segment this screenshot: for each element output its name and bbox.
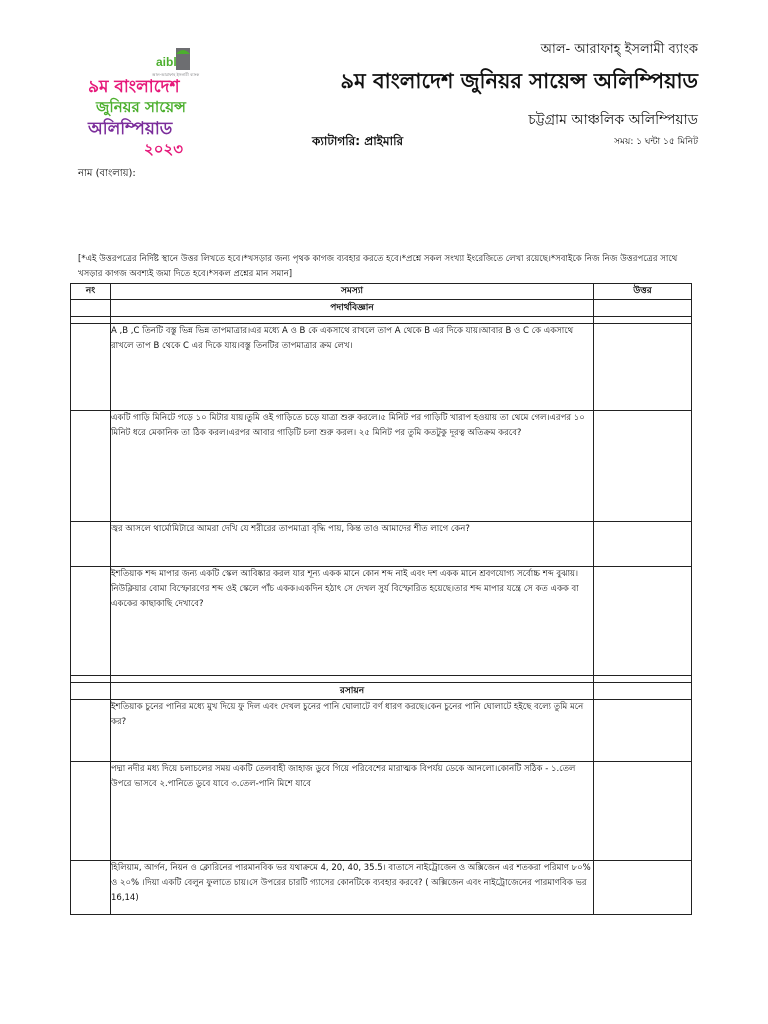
table-row [71,762,692,861]
section-spacer [71,317,692,324]
region-name: চট্টগ্রাম আঞ্চলিক অলিম্পিয়াড [528,112,698,128]
question-text: পদ্মা নদীর মধ্য দিয়ে চলাচলের সময় একটি তেলবাহী জাহাজ ডুবে গিয়ে পরিবেশের মারাত্মক বিপর্যয় ডেকে আনলো।কোনটি সঠিক - ১.তেল উপরে ভাসবে ২.পানিতে ডুবে যাবে ৩.তেল-পানি মিশে যাবে [111,762,594,861]
logo-line-3: অলিম্পিয়াড [88,119,173,139]
question-table [70,283,692,915]
table-row [71,522,692,567]
section-row-physics [71,300,692,317]
question-text: A ,B ,C তিনটি বস্তু ভিন্ন ভিন্ন তাপমাত্রার।এর মধ্যে A ও B কে একসাথে রাখলে তাপ A থেকে B এর দিকে যায়।আবার B ও C কে একসাথে রাখলে তাপ B থেকে C এর দিকে যায়।বস্তু তিনটির তাপমাত্রার ক্রম লেখ। [111,324,594,411]
question-text: ইশতিয়াক চুনের পানির মধ্যে মুখ দিয়ে ফু দিল এবং দেখল চুনের পানি ঘোলাটে বর্ণ ধারণ করছে।কেন চুনের পানি ঘোলাটে হইছে বল্যে তুমি মনে কর? [111,700,594,762]
section-answer-cell [594,683,692,700]
answer-cell[interactable] [594,567,692,676]
question-text: একটি গাড়ি মিনিটে গড়ে ১০ মিটার যায়।তুমি ওই গাড়িতে চড়ে যাত্রা শুরু করলে।৫ মিনিট পর গাড়িটি খারাপ হওয়ায় তা থেমে গেল।এরপর ১০ মিনিট ধরে মেকানিক তা ঠিক করল।এরপর আবার গাড়িটি চলা শুরু করল। ২৫ মিনিট পর তুমি কতটুকু দূরত্ব অতিক্রম করবে? [111,411,594,522]
section-number-cell [71,300,111,317]
table-row [71,700,692,762]
logo-line-2: জুনিয়র সায়েন্স [96,98,186,116]
question-text: জ্বর আসলে থার্মোমিটারে আমরা দেখি যে শরীরের তাপমাত্রা বৃদ্ধি পায়, কিন্ত তাও আমাদের শীত লাগে কেন? [111,522,594,567]
aibl-text: aibl [156,55,177,69]
logo-year: ২০২৩ [144,140,184,158]
header-answer: উত্তর [594,284,692,300]
question-number-cell [71,411,111,522]
aibl-subtext: আল-আরাফাহ ইসলামী ব্যাংক [152,72,200,77]
section-title-physics: পদার্থবিজ্ঞান [111,300,594,317]
answer-cell[interactable] [594,700,692,762]
category-label: ক্যাটাগরি: প্রাইমারি [312,134,404,148]
answer-cell[interactable] [594,324,692,411]
question-number-cell [71,324,111,411]
question-text: ইশতিয়াক শব্দ মাপার জন্য একটি স্কেল আবিষ্কার করল যার শূন্য একক মানে কোন শব্দ নাই এবং দশ একক মানে শ্রবণযোগ্য সর্বোচ্চ শব্দ বুঝায়।নিউক্লিয়ার বোমা বিস্ফোরণের শব্দ ওই স্কেলে পাঁচ একক।একদিন হঠাৎ সে দেখল সুর্য বিস্ফোরিত হয়েছে।তার শব্দ মাপার যন্ত্রে সে কত একক বা এককের কাছাকাছি দেখাবে? [111,567,594,676]
question-text: হিলিয়াম, আর্গন, নিয়ন ও ক্লোরিনের পারমানবিক ভর যথাক্রমে 4, 20, 40, 35.5। বাতাসে নাইট্রোজেন ও অক্সিজেন এর শতকরা পরিমাণ ৮০% ও ২০% ।দিয়া একটি বেলুন ফুলাতে চায়।সে উপরের চারটি গ্যাসের কোনটিকে ব্যবহার করবে? ( অক্সিজেন এবং নাইট্রোজেনের পারমাণবিক ভর 16,14) [111,861,594,915]
table-row [71,411,692,522]
answer-cell[interactable] [594,411,692,522]
header-number: নং [71,284,111,300]
question-number-cell [71,522,111,567]
table-row [71,567,692,676]
name-field-label: নাম (বাংলায়): [78,168,136,179]
question-number-cell [71,762,111,861]
section-spacer [71,676,692,683]
olympiad-logo [86,46,212,158]
table-row [71,324,692,411]
exam-duration: সময়: ১ ঘন্টা ১৫ মিনিট [614,137,698,147]
sponsor-name: আল- আরাফাহ্ ইসলামী ব্যাংক [540,42,698,57]
answer-cell[interactable] [594,861,692,915]
header-problem: সমস্যা [111,284,594,300]
exam-instructions: [*এই উত্তরপত্রের নির্দিষ্ট স্থানে উত্তর লিখতে হবে।*খসড়ার জন্য পৃথক কাগজ ব্যবহার করতে হবে।*প্রশ্নে সকল সংখ্যা ইংরেজিতে লেখা রয়েছে।*সবাইকে নিজ নিজ উত্তরপত্রের সাথে খসড়ার কাগজ অবশ্যই জমা দিতে হবে।*সকল প্রশ্নের মান সমান] [78,254,678,279]
question-number-cell [71,567,111,676]
page-title: ৯ম বাংলাদেশ জুনিয়র সায়েন্স অলিম্পিয়াড [340,69,698,93]
section-row-chemistry [71,683,692,700]
logo-line-1: ৯ম বাংলাদেশ [88,77,180,97]
question-number-cell [71,861,111,915]
section-answer-cell [594,300,692,317]
olympiad-logo-art [86,46,212,158]
section-number-cell [71,683,111,700]
question-number-cell [71,700,111,762]
answer-cell[interactable] [594,762,692,861]
answer-cell[interactable] [594,522,692,567]
section-title-chemistry: রসায়ন [111,683,594,700]
table-row [71,861,692,915]
table-header-row [71,284,692,300]
